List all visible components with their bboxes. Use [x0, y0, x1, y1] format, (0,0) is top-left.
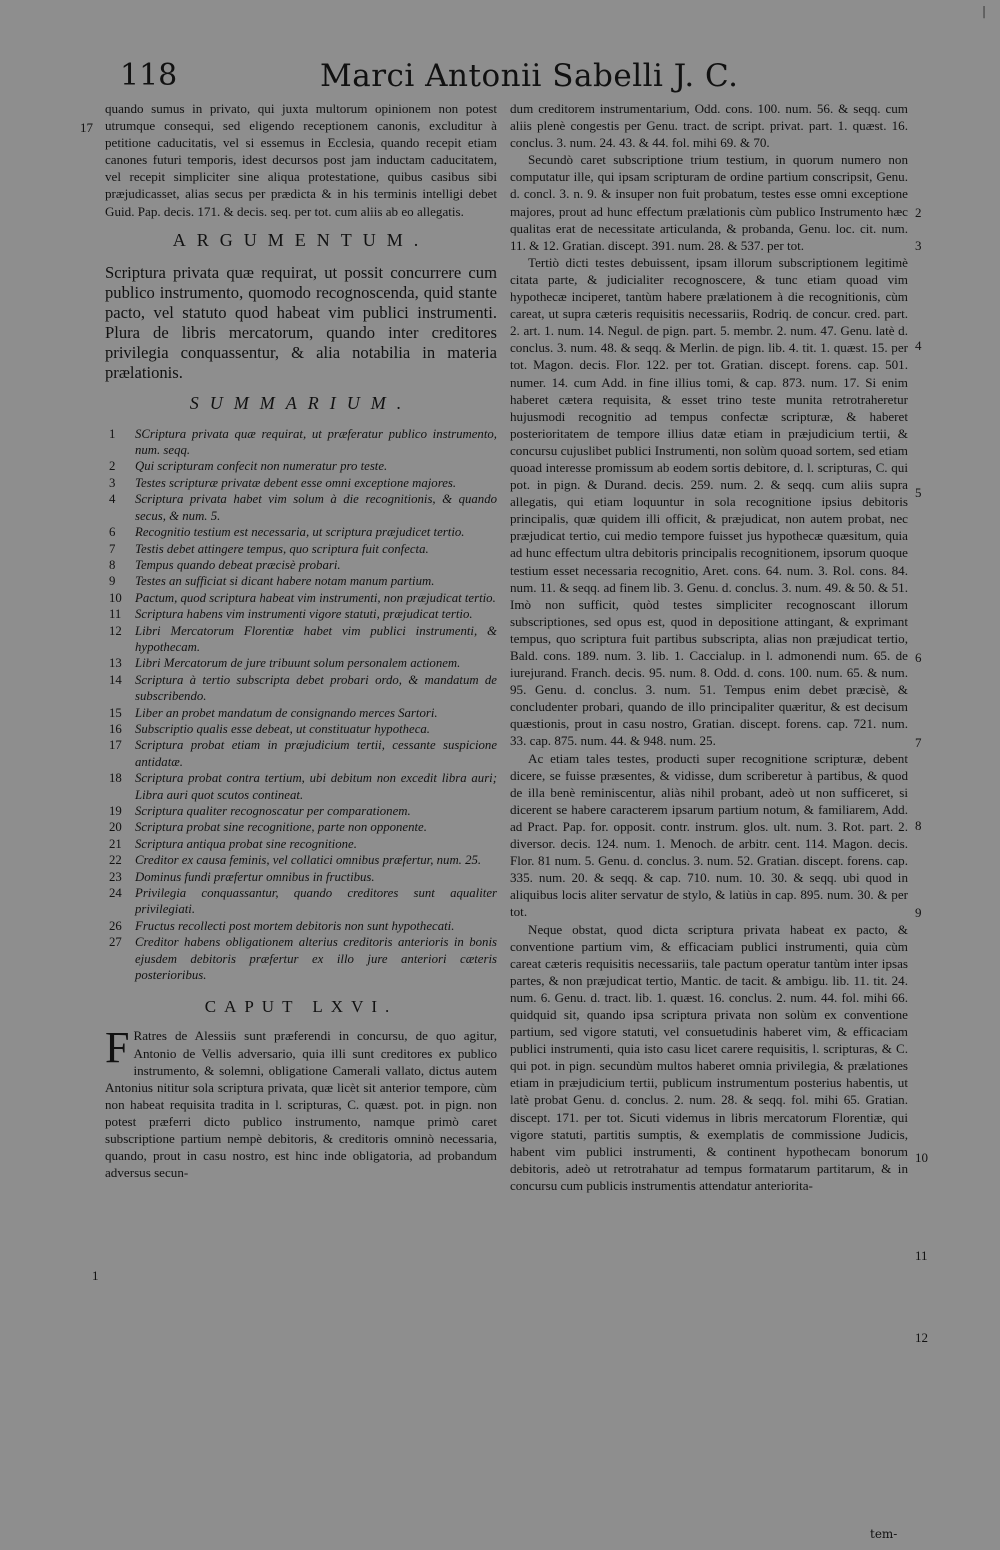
- summarium-item-number: 19: [109, 804, 122, 818]
- summarium-item-text: Pactum, quod scriptura habeat vim instrumenti, non præjudicat tertio.: [135, 590, 496, 605]
- summarium-item: [105, 590, 497, 606]
- summarium-item: [105, 885, 497, 918]
- summarium-item-text: Testis debet attingere tempus, quo scriptura fuit confecta.: [135, 541, 429, 556]
- summarium-item-text: Scriptura antiqua probat sine recognitione.: [135, 836, 357, 851]
- summarium-item: [105, 770, 497, 803]
- summarium-item-text: Scriptura à tertio subscripta debet probari ordo, & mandatum de subscribendo.: [135, 672, 497, 704]
- summarium-item-text: Testes an sufficiat si dicant habere notam manum partium.: [135, 574, 435, 589]
- summarium-item-number: 8: [109, 557, 116, 572]
- summarium-item-text: SCriptura privata quæ requirat, ut præferatur publico instrumento, num. seqq.: [135, 426, 497, 458]
- summarium-item: [105, 721, 497, 737]
- summarium-item: [105, 426, 497, 459]
- summarium-list: [105, 426, 497, 984]
- summarium-item-text: Libri Mercatorum de jure tribuunt solum personalem actionem.: [135, 656, 461, 671]
- summarium-item: [105, 737, 497, 770]
- summarium-item-number: 21: [109, 836, 122, 851]
- page-header: [120, 58, 910, 98]
- summarium-item-number: 17: [109, 738, 122, 753]
- summarium-item-number: 9: [109, 574, 116, 589]
- summarium-item: [105, 672, 497, 705]
- page-number: 118: [120, 58, 178, 93]
- right-column: [510, 100, 908, 1194]
- summarium-item: [105, 819, 497, 835]
- summarium-item-text: Dominus fundi præfertur omnibus in fructibus.: [135, 869, 375, 884]
- summarium-item: [105, 836, 497, 852]
- argumentum-text: Scriptura privata quæ requirat, ut possit concurrere cum publico instrumento, quomodo recognoscenda, quid stante pacto, vel statuto quod habeat vim publici instrumenti. Plura de libris mercatorum, quando inter creditores privilegia conquassentur, & alia notabilia in materia prælationis.: [105, 262, 497, 382]
- summarium-item-number: 16: [109, 721, 122, 736]
- opening-paragraph: quando sumus in privato, qui juxta multorum opinionem non potest utrumque consequi, sed eligendo receptionem canonis, excluditur à petitione caducitatis, vel si essemus in Ecclesia, quando recepit etiam canones futuri temporis, idest decursos post jam inductam caducitatem, vel recepit simpliciter sine aliqua protestatione, quibus casibus sibi præjudicasset, alias secus per prædicta & in his terminis intelligi debet Guid. Pap. decis. 171. & decis. seq. per tot. cum aliis ab eo allegatis.: [105, 101, 497, 219]
- summarium-item: [105, 524, 497, 540]
- summarium-item-number: 1: [109, 426, 116, 441]
- summarium-item-number: 22: [109, 853, 122, 868]
- summarium-item-text: Creditor habens obligationem alterius creditoris anterioris in bonis ejusdem debitoris præfertur ex illo jure anteriori cæteris posterioribus.: [135, 935, 497, 983]
- summarium-item-text: Recognitio testium est necessaria, ut scriptura præjudicet tertio.: [135, 525, 465, 540]
- summarium-item-text: Subscriptio qualis esse debeat, ut constituatur hypotheca.: [135, 721, 431, 736]
- summarium-item: [105, 918, 497, 934]
- summarium-item: [105, 623, 497, 656]
- summarium-item-text: Scriptura habens vim instrumenti vigore statuti, præjudicat tertio.: [135, 607, 473, 622]
- catchword: tem-: [870, 1527, 898, 1541]
- summarium-item-text: Creditor ex causa feminis, vel collatici omnibus præfertur, num. 25.: [135, 853, 482, 868]
- summarium-item-number: 20: [109, 820, 122, 835]
- summarium-item-text: Privilegia conquassantur, quando creditores sunt aqualiter privilegiati.: [135, 886, 497, 917]
- summarium-item-number: 2: [109, 459, 116, 474]
- argumentum-heading: ARGUMENTUM.: [172, 229, 430, 250]
- margin-number: 7: [915, 735, 922, 750]
- summarium-item-number: 13: [109, 656, 122, 671]
- margin-number: 1: [92, 1268, 99, 1283]
- summarium-item-text: Qui scripturam confecit non numeratur pro teste.: [135, 459, 388, 474]
- summarium-item-text: Scriptura probat etiam in præjudicium tertii, cessante suspicione antidatæ.: [135, 738, 497, 769]
- summarium-item: [105, 705, 497, 721]
- left-column: [105, 100, 497, 1181]
- right-paragraph-5: Neque obstat, quod dicta scriptura privata habeat ex pacto, & conventione partium vim, & efficaciam publici instrumenti, quia cùm careat cæteris requisitis necessariis, tale pactum operatur tantùm inter ipsas partes, & non præjudicat tertio, Mantic. de tacit. & ambigu. lib. 11. tit. 24. num. 6. Genu. d. tract. lib. 1. quæst. 16. conclus. 2. num. 44. fol. mihi 66. quidquid sit, quando ipsa scriptura privata non solùm ex conventione partium, sed vigore statuti, vel consuetudinis haberet vim, & efficaciam publici instrumenti, quia isto casu licet carere requisitis, l. scripturas, & C. qui pot. in pign. secundùm multos haberet omnia privilegia, & prælationes etiam in præjudicium tertii, publicum instrumentum posterius habentis, ut latè probat Genu. d. conclus. 2. num. 28. & seqq. fol. mihi 65. Gratian. discept. 171. per tot. Sicuti videmus in libris mercatorum Florentiæ, qui vigore statuti, partitis sumptis, & exemplatis de commissione Judicis, habent vim publici instrumenti, & continent hypothecam bonorum debitoris, adeò ut retrotrahatur ad tempus formatarum partitarum, & in concursu cum publicis instrumentis attendatur anteriorita-: [510, 921, 908, 1193]
- summarium-item-number: 12: [109, 623, 122, 638]
- summarium-item-text: Scriptura privata habet vim solum à die recognitionis, & quando secus, & num. 5.: [135, 492, 497, 523]
- summarium-item: [105, 541, 497, 557]
- margin-number: 5: [915, 485, 922, 500]
- summarium-item-number: 3: [109, 475, 116, 490]
- summarium-item-text: Libri Mercatorum Florentiæ habet vim publici instrumenti, & hypothecam.: [135, 623, 497, 654]
- margin-number: 3: [915, 238, 922, 253]
- summarium-item: [105, 934, 497, 983]
- summarium-item-text: Testes scripturæ privatæ debent esse omni exceptione majores.: [135, 475, 457, 490]
- margin-number: 17: [80, 120, 93, 135]
- caput-paragraph: [105, 1023, 497, 1181]
- summarium-item: [105, 606, 497, 622]
- summarium-item-text: Scriptura qualiter recognoscatur per comparationem.: [135, 804, 411, 818]
- summarium-item: [105, 852, 497, 868]
- summarium-item-text: Liber an probet mandatum de consignando merces Sartori.: [135, 705, 438, 720]
- summarium-item-number: 24: [109, 886, 122, 901]
- summarium-item: [105, 475, 497, 491]
- summarium-item-number: 6: [109, 525, 116, 540]
- margin-number: 11: [915, 1248, 928, 1263]
- margin-number: 9: [915, 905, 922, 920]
- margin-number: 4: [915, 338, 922, 353]
- summarium-item-text: Fructus recollecti post mortem debitoris non sunt hypothecati.: [135, 918, 455, 933]
- summarium-item: [105, 869, 497, 885]
- summarium-item-number: 4: [109, 492, 116, 507]
- summarium-item-number: 10: [109, 590, 122, 605]
- summarium-item-number: 23: [109, 869, 122, 884]
- right-paragraph-1: dum creditorem instrumentarium, Odd. cons. 100. num. 56. & seqq. cum aliis plenè congestis per Genu. tract. de script. privat. part. 1. quæst. 16. conclus. 3. num. 24. 43. & 44. fol. mihi 69. & 70.: [510, 101, 908, 151]
- caput-heading: CAPUT LXVI.: [204, 997, 398, 1017]
- summarium-item-number: 11: [109, 607, 122, 622]
- summarium-heading: SUMMARIUM.: [189, 392, 413, 413]
- drop-cap: F: [105, 1023, 130, 1073]
- summarium-item-number: 14: [109, 672, 122, 687]
- summarium-item: [105, 573, 497, 589]
- corner-mark: |: [981, 4, 986, 18]
- running-head: Marci Antonii Sabelli J. C.: [320, 58, 739, 94]
- right-paragraph-4: Ac etiam tales testes, producti super recognitione scripturæ, debent dicere, se fuisse præsentes, & vidisse, dum scriberetur à partibus, & quod de illa benè reminiscentur, aliàs nihil probant, adeò ut non sufficeret, si dicerent se habere caracterem ipsarum partium notum, & familiarem, Add. ad Pract. Pap. for. opposit. contr. instrum. glos. ult. num. 3. Rot. part. 2. diversor. decis. 124. num. 1. Menoch. de arbitr. cent. 114. Magon. decis. Flor. 81 num. 5. Genu. d. conclus. 3. num. 52. Gratian. discept. forens. cap. 335. num. 20. & seqq. & cap. 710. num. 10. 30. & seqq. ubi quod in aliquibus locis aliter servatur de stylo, & latiùs in cap. 895. num. 30. & per tot.: [510, 750, 908, 920]
- summarium-item: [105, 655, 497, 671]
- summarium-item: [105, 458, 497, 474]
- right-paragraph-3: Tertiò dicti testes debuissent, ipsam illorum subscriptionem legitimè citata parte, & judicialiter recognoscere, & tunc etiam quoad vim hypothecæ inciperet, tantùm habere prælationem à die recognitionis, cùm careat, ut supra cæteris requisitis necessariis, Rodriq. de concur. cred. part. 2. art. 1. num. 14. Negul. de pign. part. 5. membr. 2. num. 47. Genu. latè d. conclus. 3. num. 48. & seqq. & Merlin. de pign. lib. 4. tit. 1. quæst. 15. per tot. Magon. decis. Flor. 122. per tot. Gratian. discept. forens. cap. 501. numer. 14. cum Add. in fine illius tomi, & cap. 873. num. 17. Si enim haberet cætera requisita, & esset trino teste munita retrotraheretur hujusmodi recognitio ad tempus confectæ scripturæ, & haberet posterioritatem de tempore illius datæ etiam in præjudicium tertii, & concursu cujuslibet publici Instrumenti, non solùm quoad sortem, sed etiam quoad interesse promissum ab eodem sortis debitore, d. l. scripturas, C. qui pot. in pign. & Durand. decis. 259. num. 2. & seqq. cum aliis supra allegatis, qui etiam loquuntur in sola recognitione ipsius debitoris principalis, quæ quidem illi officit, & præjudicat, non autem probat, nec præjudicat tertio, cui medio tempore fuisset jus hypothecæ quæsitum, quia ad hunc effectum ultra debitoris principalis recognitionem, ipsorum quoque testium esset necessaria recognitio, Aret. cons. 64. num. 3. Rol. cons. 84. num. 11. & seqq. ad finem lib. 3. Genu. d. conclus. 3. num. 49. & 50. & 51. Imò non sufficit, quòd testes simpliciter recognoscant illorum subscriptiones, sed opus est, quod in depositione attingant, & exprimant tempus, quo scriptura fuit partibus subscripta, alias non præjudicat tertio, Bald. cons. 189. num. 3. lib. 1. Caccialup. in l. admonendi num. 65. de iurejurand. Franch. decis. 95. num. 8. Odd. d. cons. 100. num. 65. & num. 95. Genu. d. conclus. 3. num. 51. Tempus enim debet præcisè, & concludenter probari, quando de illo principaliter quæritur, & est decisum quæstionis, prout in casu nostro, Gratian. discept. forens. cap. 721. num. 33. cap. 875. num. 44. & 948. num. 25.: [510, 254, 908, 749]
- margin-number: 12: [915, 1330, 928, 1345]
- summarium-item: [105, 803, 497, 819]
- margin-number: 10: [915, 1150, 928, 1165]
- summarium-item-number: 18: [109, 771, 122, 786]
- summarium-item-text: Scriptura probat contra tertium, ubi debitum non excedit libra auri; Libra auri quot scutos contineat.: [135, 771, 497, 802]
- summarium-item-text: Tempus quando debeat præcisè probari.: [135, 557, 341, 572]
- summarium-item: [105, 557, 497, 573]
- summarium-item-number: 27: [109, 935, 122, 950]
- summarium-item-text: Scriptura probat sine recognitione, parte non opponente.: [135, 820, 427, 835]
- summarium-item-number: 7: [109, 541, 116, 556]
- summarium-item-number: 15: [109, 705, 122, 720]
- summarium-item: [105, 491, 497, 524]
- summarium-item-number: 26: [109, 918, 122, 933]
- margin-number: 8: [915, 818, 922, 833]
- caput-text: Ratres de Alessiis sunt præferendi in concursu, de quo agitur, Antonio de Vellis adversario, quia illi sunt creditores ex publico instrumento, & solemni, obligatione Camerali vallato, dictus autem Antonius nititur sola scriptura privata, quæ licèt sit anterior tempore, cùm non habeat requisita tradita in l. scripturas, C. quæst. pot. in pign. non potest præferri dicto publico instrumento, namque primò caret subscriptione partium nempè debitoris, & creditoris omninò necessaria, quando, prout in casu nostro, est hinc inde obligatoria, ad probandum adversus secun-: [105, 1028, 497, 1181]
- margin-number: 6: [915, 650, 922, 665]
- right-paragraph-2: Secundò caret subscriptione trium testium, in quorum numero non computatur ille, qui ipsam scripturam de ordine partium conscripsit, Genu. d. concl. 3. n. 9. & insuper non fuit probatum, testes esse omni exceptione majores, prout ad hunc effectum prælationis cùm publico Instrumento hæc qualitas erat de necessitate articulanda, & probanda, Genu. loc. cit. num. 11. & 12. Gratian. discept. 391. num. 28. & 537. per tot.: [510, 152, 908, 253]
- margin-number: 2: [915, 205, 922, 220]
